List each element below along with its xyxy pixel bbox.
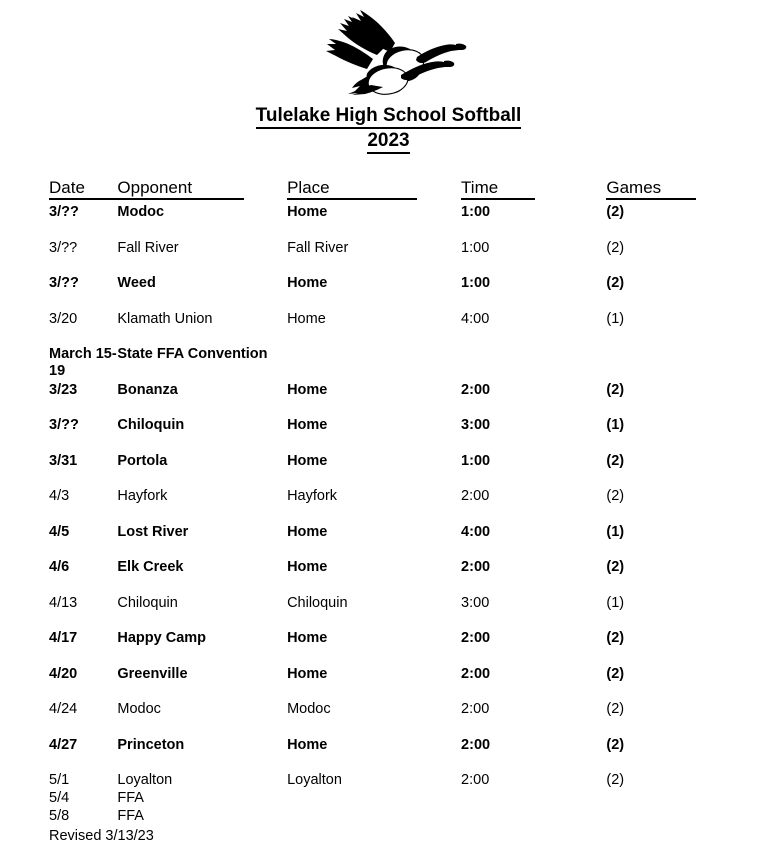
cell-date: 4/3 xyxy=(49,488,70,504)
cell-opponent: Portola xyxy=(117,452,168,469)
cell-date: 5/1 xyxy=(49,772,70,788)
cell-games: (1) xyxy=(606,417,625,433)
cell-place: Home xyxy=(287,275,328,291)
cell-opponent: Fall River xyxy=(117,239,179,256)
column-header-time: Time xyxy=(461,178,577,204)
cell-date: 4/24 xyxy=(49,701,78,717)
cell-date: 4/20 xyxy=(49,665,78,682)
cell-place: Home xyxy=(287,417,328,433)
cell-place xyxy=(287,808,461,826)
cell-time: 3:00 xyxy=(461,417,491,433)
cell-games: (2) xyxy=(606,701,625,717)
cell-time: 2:00 xyxy=(461,665,491,682)
cell-games: (2) xyxy=(606,204,625,220)
cell-date: 3/?? xyxy=(49,204,79,220)
table-row xyxy=(0,808,777,826)
cell-games: (2) xyxy=(606,239,625,256)
table-row xyxy=(0,311,777,347)
cell-place: Fall River xyxy=(287,239,349,256)
schedule-section xyxy=(0,178,777,826)
table-row xyxy=(0,240,777,276)
cell-opponent: Chiloquin xyxy=(117,594,178,611)
cell-games: (2) xyxy=(606,736,625,753)
table-body xyxy=(0,204,777,826)
cell-opponent: Bonanza xyxy=(117,381,178,398)
cell-opponent: Hayfork xyxy=(117,488,168,504)
cell-date: March 15-19 xyxy=(49,346,117,379)
page-title xyxy=(0,104,777,154)
column-header-date: Date xyxy=(0,178,117,204)
cell-opponent: FFA xyxy=(117,808,144,824)
cell-date: 3/?? xyxy=(49,275,79,291)
title-year-text: 2023 xyxy=(367,129,409,154)
cell-place: Modoc xyxy=(287,701,331,717)
revised-date-label: Revised 3/13/23 xyxy=(49,828,154,844)
cell-games: (2) xyxy=(606,772,625,788)
cell-time: 2:00 xyxy=(461,630,491,646)
cell-games: (2) xyxy=(606,275,625,291)
cell-time: 2:00 xyxy=(461,488,490,504)
cell-opponent: Greenville xyxy=(117,665,188,682)
cell-games: (2) xyxy=(606,559,625,575)
cell-date: 3/?? xyxy=(49,239,78,256)
cell-opponent: Weed xyxy=(117,275,156,291)
cell-date: 4/17 xyxy=(49,630,78,646)
cell-opponent: Klamath Union xyxy=(117,310,213,327)
cell-games: (2) xyxy=(606,488,625,504)
cell-time xyxy=(461,790,577,808)
table-row xyxy=(0,346,777,382)
cell-time: 1:00 xyxy=(461,452,491,469)
cell-place: Home xyxy=(287,310,326,327)
table-row xyxy=(0,790,777,808)
table-row xyxy=(0,666,777,702)
table-row xyxy=(0,382,777,418)
column-header-games: Games xyxy=(577,178,777,204)
table-row xyxy=(0,417,777,453)
table-row xyxy=(0,524,777,560)
cell-place: Home xyxy=(287,665,328,682)
table-row xyxy=(0,204,777,240)
cell-date: 5/4 xyxy=(49,790,70,806)
column-header-place: Place xyxy=(287,178,461,204)
cell-games: (1) xyxy=(606,594,625,611)
cell-place: Home xyxy=(287,204,328,220)
cell-games: (1) xyxy=(606,523,625,540)
table-row xyxy=(0,630,777,666)
flying-geese-logo xyxy=(325,1,475,95)
cell-time: 2:00 xyxy=(461,701,490,717)
cell-time: 2:00 xyxy=(461,736,491,753)
table-row xyxy=(0,488,777,524)
table-row xyxy=(0,559,777,595)
cell-time: 2:00 xyxy=(461,559,491,575)
cell-place xyxy=(287,790,461,808)
cell-games: (2) xyxy=(606,381,625,398)
cell-place: Home xyxy=(287,452,328,469)
table-row xyxy=(0,595,777,631)
cell-opponent: Princeton xyxy=(117,736,185,753)
cell-time: 2:00 xyxy=(461,772,490,788)
cell-time xyxy=(461,346,577,382)
cell-time: 3:00 xyxy=(461,594,490,611)
table-row xyxy=(0,275,777,311)
cell-place: Hayfork xyxy=(287,488,338,504)
cell-opponent: Chiloquin xyxy=(117,417,185,433)
cell-place xyxy=(287,346,461,382)
cell-games: (1) xyxy=(606,310,625,327)
title-line-2 xyxy=(0,129,777,154)
cell-opponent: Loyalton xyxy=(117,772,173,788)
cell-games xyxy=(577,790,777,808)
cell-date: 3/?? xyxy=(49,417,79,433)
cell-games: (2) xyxy=(606,452,625,469)
cell-time: 4:00 xyxy=(461,523,491,540)
header-row xyxy=(0,178,777,204)
cell-date: 3/20 xyxy=(49,310,78,327)
table-header xyxy=(0,178,777,204)
cell-opponent: Lost River xyxy=(117,523,189,540)
table-row xyxy=(0,701,777,737)
table-row xyxy=(0,737,777,773)
schedule-table xyxy=(0,178,777,826)
cell-date: 4/6 xyxy=(49,559,70,575)
cell-place: Chiloquin xyxy=(287,594,348,611)
cell-date: 5/8 xyxy=(49,808,70,824)
column-header-opponent: Opponent xyxy=(117,178,287,204)
logo-area xyxy=(0,0,777,96)
cell-place: Home xyxy=(287,630,328,646)
cell-games xyxy=(577,346,777,382)
cell-opponent: Modoc xyxy=(117,204,165,220)
cell-place: Home xyxy=(287,736,328,753)
table-row xyxy=(0,453,777,489)
cell-place: Home xyxy=(287,559,328,575)
cell-date: 4/27 xyxy=(49,736,78,753)
cell-opponent: Elk Creek xyxy=(117,559,184,575)
title-school-text: Tulelake High School Softball xyxy=(256,104,522,129)
cell-time: 1:00 xyxy=(461,275,491,291)
title-line-1 xyxy=(0,104,777,129)
cell-time: 1:00 xyxy=(461,239,490,256)
cell-date: 3/31 xyxy=(49,452,78,469)
cell-place: Home xyxy=(287,381,328,398)
cell-opponent: Modoc xyxy=(117,701,161,717)
cell-games: (2) xyxy=(606,630,625,646)
cell-date: 4/13 xyxy=(49,594,78,611)
cell-place: Loyalton xyxy=(287,772,342,788)
cell-time: 2:00 xyxy=(461,381,491,398)
cell-time xyxy=(461,808,577,826)
cell-games: (2) xyxy=(606,665,625,682)
cell-opponent: State FFA Convention xyxy=(117,346,268,362)
cell-opponent: Happy Camp xyxy=(117,630,207,646)
cell-time: 4:00 xyxy=(461,310,490,327)
cell-date: 4/5 xyxy=(49,523,70,540)
cell-date: 3/23 xyxy=(49,381,78,398)
table-row xyxy=(0,772,777,790)
cell-place: Home xyxy=(287,523,328,540)
cell-games xyxy=(577,808,777,826)
cell-time: 1:00 xyxy=(461,204,491,220)
cell-opponent: FFA xyxy=(117,790,144,806)
